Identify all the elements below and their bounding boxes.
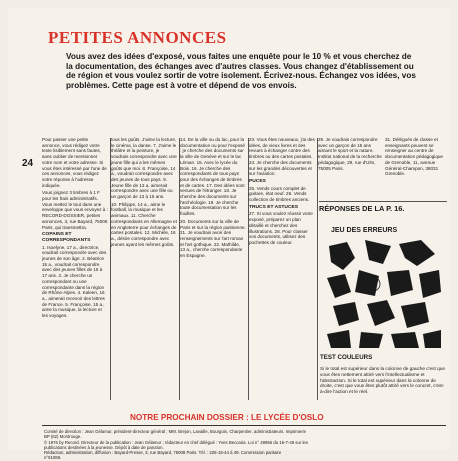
ad-listing: 31. Délégués de classe et enseignants peuvent se renseigner au centre de documentation pédagogique de Grenoble, 11, avenue Général-Champon, 38031 Grenoble. — [385, 137, 443, 177]
publisher-footer — [44, 429, 444, 461]
footer-line: © 1976 by Record. Directeur de la publication : Jean Gélamur ; rédacteur en chef délégué : Yves Beccaria. Loi n° 49956 du 16-7-49 sur les — [44, 439, 308, 445]
ad-listing: 23. Vous êtes nouveaux, j'ai des idées, de vieux livres et des revues à échanger contre des timbres ou des cartes postales. 24. Je cherche des documents sur les grandes découvertes et sur l'aviation. — [249, 137, 315, 177]
color-test-heading: TEST COULEURS — [320, 354, 373, 361]
ad-listing: 29. Je voudrais correspondre avec un garçon de 15 ans aimant le sport et la nature. Institut national de la recherche pédagogique, 29, rue d'Ulm, 75005 Paris. — [318, 137, 382, 171]
footer-line: Comité de direction : Jean Gélamur, président-directeur général ; MM. Brejon, Lavaille, Bourgois, Charpentier, administrateurs. Imprimerie — [44, 429, 306, 434]
footer-line: BP (62) Montrouge. — [44, 434, 82, 440]
column-3 — [180, 137, 246, 387]
ad-listing: 20. Documents sur la ville de Paris et sur la région parisienne. 21. Je voudrais avoir des renseignements sur l'art roman et l'art gothique. 22. Mathilde, 13 a., cherche correspondante en Espagne. — [180, 218, 246, 259]
column-divider — [248, 138, 249, 400]
column-2 — [111, 137, 177, 387]
column-4 — [249, 137, 315, 387]
footer-line: publications destinées à la jeunesse. Dépôt à date de parution. — [44, 444, 164, 450]
postage-paragraph: Vous joignez 3 timbres à 1 F pour les frais administratifs. Vous mettez le tout dans une enveloppe que vous envoyez à : RECORD-DOSSIER, petites annonces, 3, rue Bayard, 75008 Paris, qui transmettra. — [42, 190, 108, 230]
next-issue-banner: NOTRE PROCHAIN DOSSIER : LE LYCÉE D'OSLO — [130, 413, 324, 422]
ad-listing: tous les goûts. J'aime la lecture, le cinéma, la danse. 7. J'aime le théâtre et la peinture, je voudrais correspondre avec une jeune fille qui a les mêmes goûts que moi. 8. Françoise, 14 a., voudrait correspondre avec des jeunes de tous pays. 9. Jeune fille de 13 a. aimerait correspondre avec une fille ou un garçon de 13 à 15 ans. — [111, 137, 177, 200]
spot-the-difference-heading: JEU DES ERREURS — [331, 227, 398, 234]
puzzle-answers-heading: RÉPONSES DE LA P. 16. — [319, 204, 405, 213]
section-heading-correspondents: COPAINS ET CORRESPONDANTS — [42, 232, 91, 243]
column-5 — [318, 137, 382, 207]
magazine-page — [8, 8, 450, 461]
page-number: 24 — [22, 158, 34, 169]
puzzle-divider — [319, 201, 447, 202]
footer-line: n°51069. — [44, 455, 62, 461]
ad-listing: 10. Philippe, 14 a., aime le football, la musique et les animaux. 11. Cherche correspondants en Allemagne et en Angleterre pour échanges de cartes postales. 12. Michèle, 16 a., désire correspondre avec jeunes ayant les mêmes goûts. — [111, 201, 177, 247]
column-divider — [110, 138, 111, 400]
instructions-paragraph: Pour passer une petite annonce, vous rédigez votre texte lisiblement sans fautes, sans oublier de mentionner votre nom et votre adresse. Si vous êtes intéressé par l'une de ces annonces, vous rédigez votre réponse à l'adresse indiquée. — [42, 137, 107, 188]
section-heading-tips: TRUCS ET ASTUCES — [249, 204, 298, 210]
ad-listing: 25. Vends cours complet de guitare, état neuf. 26. Vends collection de timbres anciens. — [249, 185, 310, 203]
column-1 — [42, 137, 108, 387]
puzzle-answers — [319, 204, 447, 424]
intro-paragraph: Vous avez des idées d'exposé, vous faites une enquête pour le 10 % et vous cherchez de la documentation, des échanges avec d'autres classes. Vous changez d'établissement ou de région et vous voulez sortir de votre isolement. Écrivez-nous. Échangez vos idées, vos problèmes. Cette page est à votre et dépend de vos envois. — [66, 52, 416, 90]
column-6 — [385, 137, 449, 207]
footer-line: Rédaction, administration, diffusion : Bayard-Presse, 3, rue Bayard, 75008 Paris. Tél. : 225-16-44 à 49. Commission paritaire — [44, 450, 282, 456]
page-title: PETITES ANNONCES — [48, 28, 227, 47]
spot-the-difference-illustration — [325, 240, 443, 350]
column-divider — [317, 138, 318, 400]
footer-divider — [42, 425, 446, 426]
section-heading-puces: PUCES — [249, 178, 266, 184]
ad-listing: 14. De la ville ou du lac, pour la documentation ou pour l'exposé : je cherche des documents sur la ville de Genève et sur le lac Léman. 15. Avec le lycée du Bois. 16. Je cherche des correspondants de tous pays pour des échanges de timbres et de cartes. 17. Des idées sont venues de l'étranger. 18. Je cherche des documents sur l'archéologie. 19. Je cherche toute documentation sur les fouilles. — [180, 137, 245, 217]
column-divider — [179, 138, 180, 400]
color-test-answer: Si le total est supérieur dans la colonne de gauche c'est que vous êtes nettement attiré vers l'intellectualisme et l'abstraction. Si le total est supérieur dans la colonne de droite, c'est que vous êtes plutôt attiré vers le concret, c'est-à-dire l'action et le réel. — [320, 366, 445, 395]
ad-listing: 27. Si vous voulez réussir votre exposé, préparez un plan détaillé et cherchez des illustrations. 28. Pour classer vos documents, utilisez des pochettes de couleur. — [249, 211, 313, 245]
ad-listing: 1. Isoelyne, 17 a., directrice, voudrait correspondre avec des jeunes de son âge. 2. Béatrice 15 a., voudrait correspondre avec des jeunes filles de 15 à 17 ans. 3. Je cherche un correspondant ou une correspondante dans la région de Rhône-Alpes. 4. Kaleen, 16 a., aimerait recevoir des lettres de France. 5. Françoise, 15 a., aime la musique, la lecture et les voyages. — [42, 244, 107, 319]
